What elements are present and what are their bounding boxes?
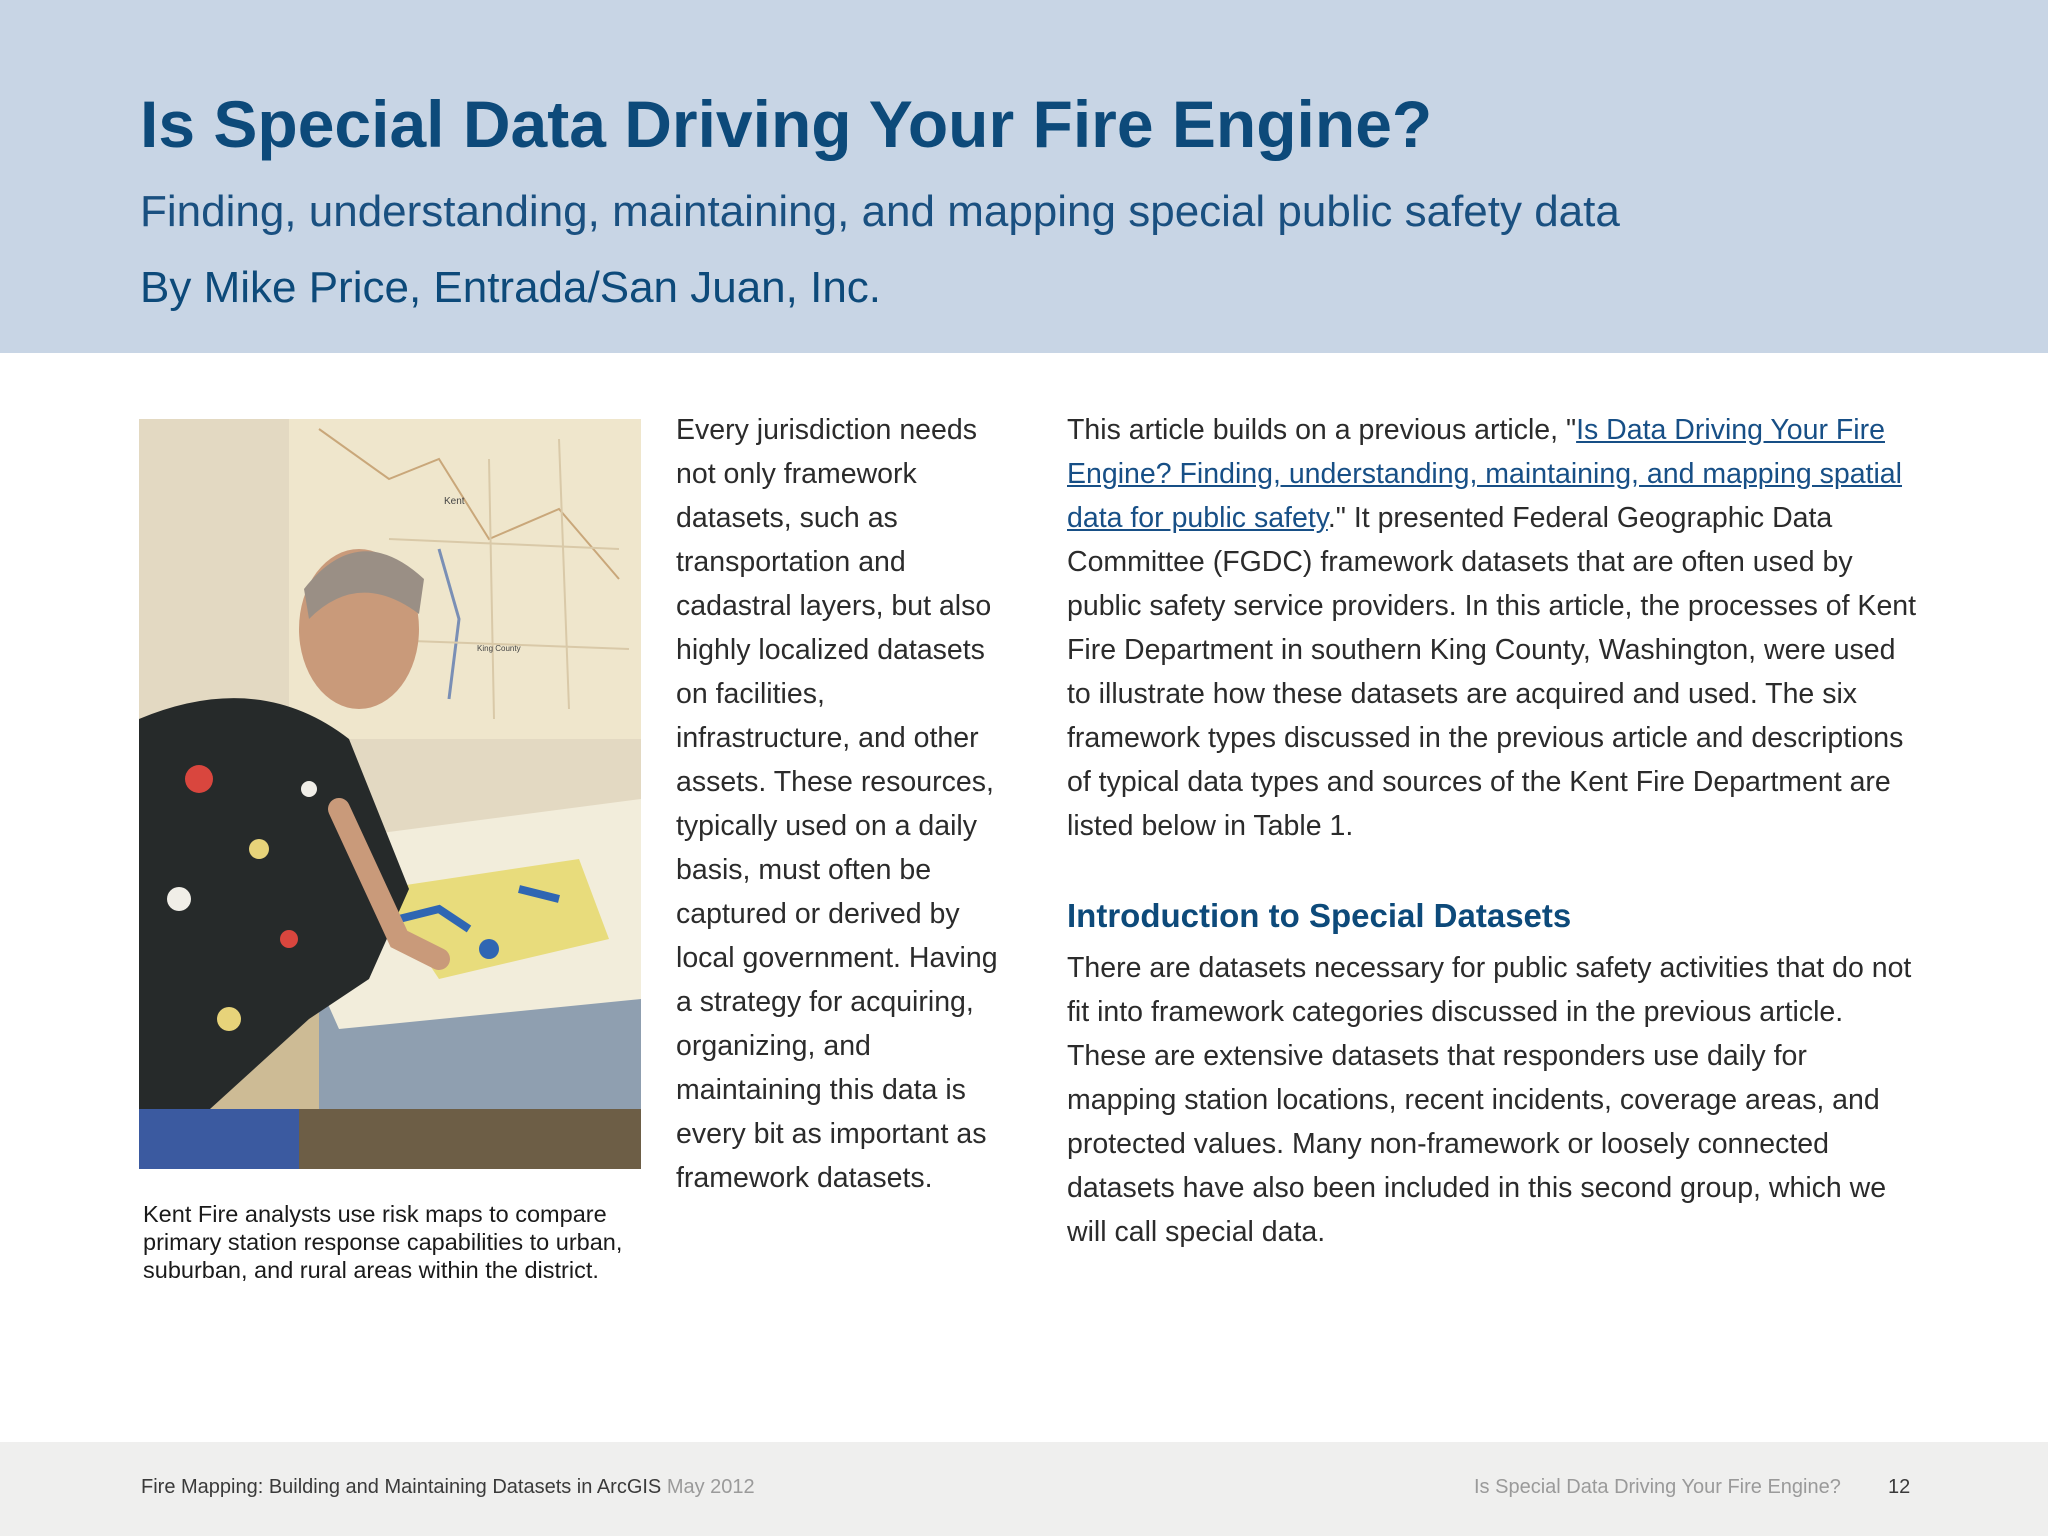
map-label-king-county: King County — [477, 644, 521, 653]
previous-article-link[interactable]: Is Data Driving Your Fire Engine? Finding, understanding, maintaining, and mapping spatial data for public safety — [1067, 414, 1902, 534]
page-subtitle: Finding, understanding, maintaining, and mapping special public safety data — [140, 187, 1620, 236]
section-paragraph: There are datasets necessary for public safety activities that do not fit into framework categories discussed in the previous article. These are extensive datasets that responders use daily for mapping station locations, recent incidents, coverage areas, and protected values. Many non-framework or loosely connected datasets have also been included in this second group, which we will call special data. — [1067, 952, 1912, 1248]
page-number: 12 — [1888, 1476, 1911, 1498]
intro-paragraph — [1067, 408, 1917, 848]
analyst-photo-illustration — [139, 419, 641, 1169]
footer-date: May 2012 — [666, 1476, 755, 1498]
footer-publication — [141, 1476, 755, 1499]
footer-article-title: Is Special Data Driving Your Fire Engine? — [1474, 1476, 1841, 1498]
footer-publication-title: Fire Mapping: Building and Maintaining Datasets in ArcGIS — [141, 1476, 662, 1498]
section-heading: Introduction to Special Datasets — [1067, 897, 1572, 934]
main-column — [1067, 408, 1917, 1254]
analyst-photo — [139, 419, 641, 1169]
author-byline: By Mike Price, Entrada/San Juan, Inc. — [140, 263, 882, 312]
sidebar-column-text: Every jurisdiction needs not only framework datasets, such as transportation and cadastral layers, but also highly localized datasets on facilities, infrastructure, and other assets. These resources, typically used on a daily basis, must often be captured or derived by local government. Having a strategy for acquiring, organizing, and maintaining this data is every bit as important as framework datasets. — [676, 414, 998, 1194]
intro-suffix: ." It presented Federal Geographic Data Committee (FGDC) framework datasets that are often used by public safety service providers. In this article, the processes of Kent Fire Department in southern King County, Washington, were used to illustrate how these datasets are acquired and used. The six framework types discussed in the previous article and descriptions of typical data types and sources of the Kent Fire Department are listed below in Table 1. — [1067, 502, 1917, 842]
intro-prefix: This article builds on a previous article, " — [1067, 414, 1577, 446]
page-title: Is Special Data Driving Your Fire Engine? — [140, 87, 1433, 161]
map-label-kent: Kent — [444, 496, 465, 507]
photo-caption: Kent Fire analysts use risk maps to compare primary station response capabilities to urban, suburban, and rural areas within the district. — [143, 1201, 623, 1283]
